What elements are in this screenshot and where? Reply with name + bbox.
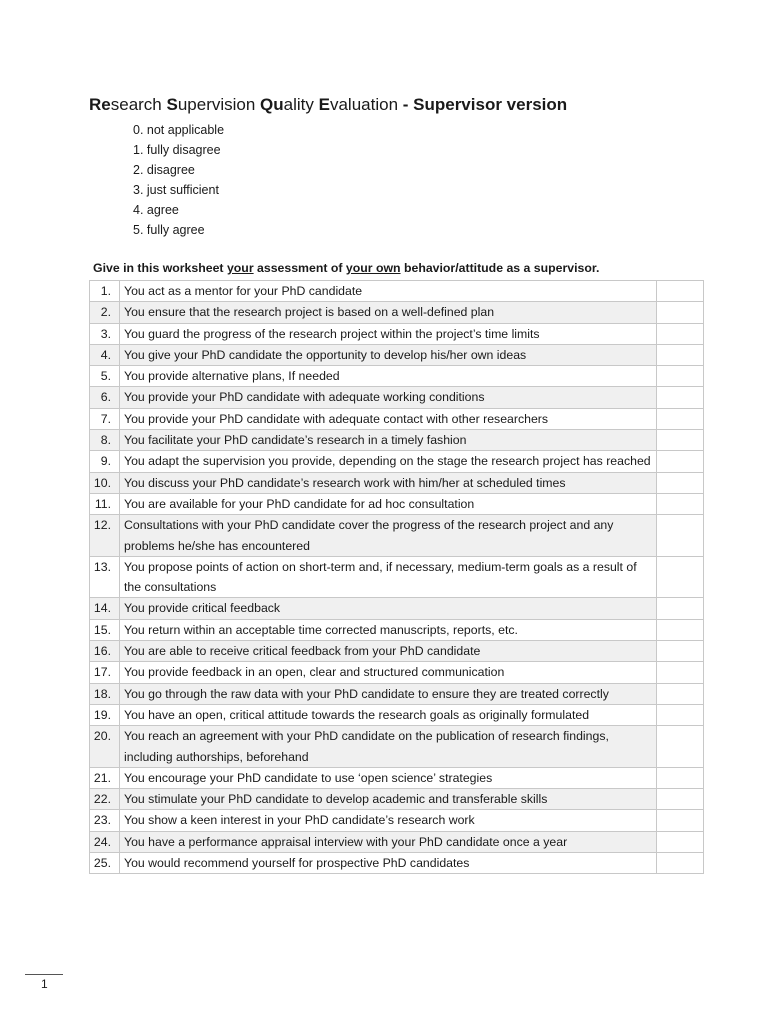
- table-row: [90, 408, 704, 429]
- table-row: [90, 281, 704, 302]
- item-statement: You reach an agreement with your PhD candidate on the publication of research findings, including authorships, beforehand: [120, 726, 657, 768]
- item-number: 22.: [90, 789, 120, 810]
- table-row: [90, 472, 704, 493]
- table-row: [90, 662, 704, 683]
- item-statement: You ensure that the research project is based on a well-defined plan: [120, 302, 657, 323]
- score-cell[interactable]: [657, 323, 704, 344]
- score-cell[interactable]: [657, 662, 704, 683]
- emphasis-your: your: [226, 261, 254, 275]
- title-word: Research: [89, 95, 167, 114]
- score-cell[interactable]: [657, 493, 704, 514]
- table-row: [90, 641, 704, 662]
- item-statement: You discuss your PhD candidate’s research work with him/her at scheduled times: [120, 472, 657, 493]
- scale-item: 5. fully agree: [133, 223, 205, 237]
- emphasis-your-own: your own: [345, 261, 401, 275]
- score-cell[interactable]: [657, 451, 704, 472]
- score-cell[interactable]: [657, 789, 704, 810]
- score-cell[interactable]: [657, 515, 704, 557]
- worksheet-instruction: Give in this worksheet your assessment of your own behavior/attitude as a supervisor.: [93, 261, 600, 275]
- score-cell[interactable]: [657, 598, 704, 619]
- table-row: [90, 515, 704, 557]
- score-cell[interactable]: [657, 472, 704, 493]
- scale-item: 1. fully disagree: [133, 143, 221, 157]
- table-row: [90, 556, 704, 598]
- score-cell[interactable]: [657, 704, 704, 725]
- item-statement: You provide your PhD candidate with adequate working conditions: [120, 387, 657, 408]
- item-statement: You provide alternative plans, If needed: [120, 366, 657, 387]
- item-number: 4.: [90, 344, 120, 365]
- item-number: 7.: [90, 408, 120, 429]
- score-cell[interactable]: [657, 556, 704, 598]
- item-statement: You have an open, critical attitude towards the research goals as originally formulated: [120, 704, 657, 725]
- table-row: [90, 853, 704, 874]
- table-row: [90, 810, 704, 831]
- table-row: [90, 704, 704, 725]
- item-number: 17.: [90, 662, 120, 683]
- title-suffix: - Supervisor version: [402, 95, 568, 114]
- item-statement: You are available for your PhD candidate for ad hoc consultation: [120, 493, 657, 514]
- item-statement: You provide feedback in an open, clear and structured communication: [120, 662, 657, 683]
- item-statement: You stimulate your PhD candidate to develop academic and transferable skills: [120, 789, 657, 810]
- score-cell[interactable]: [657, 430, 704, 451]
- item-number: 19.: [90, 704, 120, 725]
- table-row: [90, 430, 704, 451]
- table-row: [90, 789, 704, 810]
- item-number: 25.: [90, 853, 120, 874]
- item-statement: You act as a mentor for your PhD candidate: [120, 281, 657, 302]
- table-row: [90, 493, 704, 514]
- item-number: 23.: [90, 810, 120, 831]
- item-statement: Consultations with your PhD candidate cover the progress of the research project and any problems he/she has encountered: [120, 515, 657, 557]
- table-row: [90, 323, 704, 344]
- title-word: Supervision: [166, 95, 261, 114]
- title-word: Evaluation: [318, 95, 403, 114]
- score-cell[interactable]: [657, 302, 704, 323]
- score-cell[interactable]: [657, 408, 704, 429]
- item-statement: You encourage your PhD candidate to use ‘open science’ strategies: [120, 767, 657, 788]
- item-statement: You facilitate your PhD candidate’s research in a timely fashion: [120, 430, 657, 451]
- item-number: 20.: [90, 726, 120, 768]
- title-word: Quality: [260, 95, 319, 114]
- page-title: [89, 95, 567, 115]
- item-statement: You would recommend yourself for prospective PhD candidates: [120, 853, 657, 874]
- score-cell[interactable]: [657, 619, 704, 640]
- item-number: 5.: [90, 366, 120, 387]
- item-number: 9.: [90, 451, 120, 472]
- item-number: 6.: [90, 387, 120, 408]
- page-number: 1: [41, 977, 48, 991]
- evaluation-table: [89, 280, 704, 874]
- score-cell[interactable]: [657, 767, 704, 788]
- score-cell[interactable]: [657, 344, 704, 365]
- item-number: 13.: [90, 556, 120, 598]
- item-number: 1.: [90, 281, 120, 302]
- item-number: 15.: [90, 619, 120, 640]
- score-cell[interactable]: [657, 810, 704, 831]
- table-row: [90, 726, 704, 768]
- item-statement: You show a keen interest in your PhD candidate’s research work: [120, 810, 657, 831]
- table-row: [90, 451, 704, 472]
- table-row: [90, 344, 704, 365]
- table-row: [90, 387, 704, 408]
- item-number: 18.: [90, 683, 120, 704]
- item-number: 11.: [90, 493, 120, 514]
- item-statement: You guard the progress of the research project within the project’s time limits: [120, 323, 657, 344]
- score-cell[interactable]: [657, 831, 704, 852]
- footer-rule: [25, 974, 63, 975]
- table-row: [90, 302, 704, 323]
- scale-item: 3. just sufficient: [133, 183, 219, 197]
- item-statement: You adapt the supervision you provide, depending on the stage the research project has reached: [120, 451, 657, 472]
- item-statement: You give your PhD candidate the opportunity to develop his/her own ideas: [120, 344, 657, 365]
- table-row: [90, 683, 704, 704]
- score-cell[interactable]: [657, 387, 704, 408]
- table-row: [90, 831, 704, 852]
- item-statement: You have a performance appraisal interview with your PhD candidate once a year: [120, 831, 657, 852]
- scale-item: 2. disagree: [133, 163, 195, 177]
- table-row: [90, 366, 704, 387]
- item-statement: You go through the raw data with your PhD candidate to ensure they are treated correctly: [120, 683, 657, 704]
- score-cell[interactable]: [657, 853, 704, 874]
- item-number: 16.: [90, 641, 120, 662]
- rating-scale-legend: [133, 121, 224, 241]
- scale-item: 0. not applicable: [133, 123, 225, 137]
- item-number: 12.: [90, 515, 120, 557]
- item-number: 2.: [90, 302, 120, 323]
- item-statement: You are able to receive critical feedback from your PhD candidate: [120, 641, 657, 662]
- item-statement: You provide your PhD candidate with adequate contact with other researchers: [120, 408, 657, 429]
- scale-item: 4. agree: [133, 203, 179, 217]
- score-cell[interactable]: [657, 366, 704, 387]
- item-number: 14.: [90, 598, 120, 619]
- score-cell[interactable]: [657, 641, 704, 662]
- item-number: 24.: [90, 831, 120, 852]
- table-row: [90, 598, 704, 619]
- score-cell[interactable]: [657, 683, 704, 704]
- score-cell[interactable]: [657, 281, 704, 302]
- item-statement: You propose points of action on short-term and, if necessary, medium-term goals as a result of the consultations: [120, 556, 657, 598]
- table-row: [90, 767, 704, 788]
- item-statement: You return within an acceptable time corrected manuscripts, reports, etc.: [120, 619, 657, 640]
- item-number: 21.: [90, 767, 120, 788]
- score-cell[interactable]: [657, 726, 704, 768]
- item-number: 8.: [90, 430, 120, 451]
- item-number: 10.: [90, 472, 120, 493]
- table-row: [90, 619, 704, 640]
- item-number: 3.: [90, 323, 120, 344]
- item-statement: You provide critical feedback: [120, 598, 657, 619]
